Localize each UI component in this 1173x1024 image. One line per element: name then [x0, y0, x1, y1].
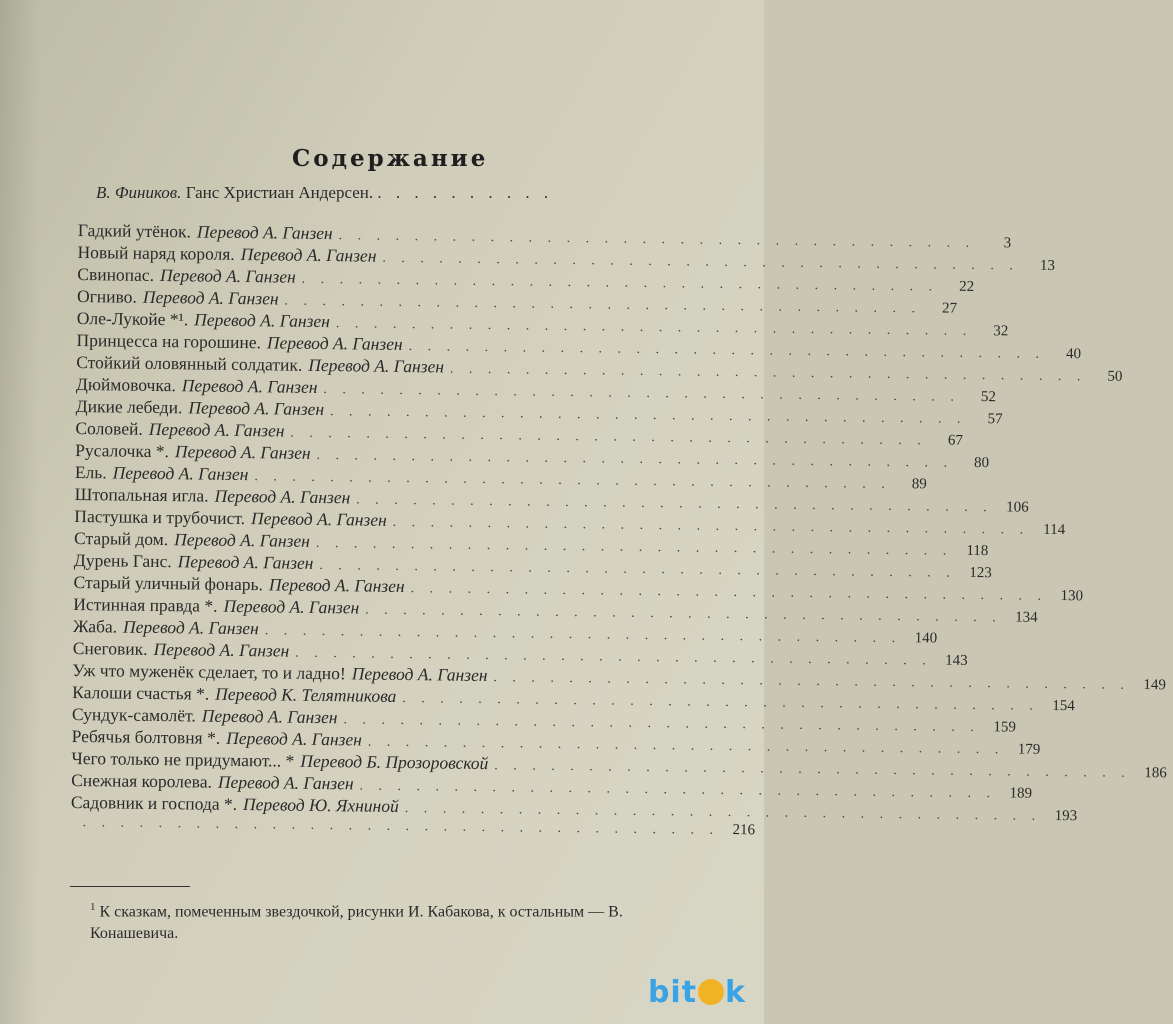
toc-entry-leader: . . . . . . . . . . . . . . . . . . . . . . . . . . . . . . . . . .	[254, 469, 891, 492]
intro-author: В. Фиников.	[96, 183, 182, 202]
toc-entry-page: 149	[1143, 677, 1167, 694]
toc-entry-translator: Перевод А. Ганзен	[308, 354, 445, 377]
footnote	[90, 896, 710, 945]
toc-entry-title: Принцесса на горошине.	[76, 329, 262, 353]
toc-entry-leader: . . . . . . . . . . . . . . . . . . . . . . . . . . . . . . . . . .	[319, 557, 956, 581]
toc-entry-title: Дюймовочка.	[75, 373, 176, 396]
toc-entry-page: 159	[993, 719, 1017, 736]
table-of-contents	[70, 220, 1167, 843]
toc-entry-title: Ребячья болтовня *.	[71, 725, 221, 748]
toc-entry-translator: Перевод А. Ганзен	[122, 616, 259, 639]
toc-entry-title: Старый дом.	[73, 527, 169, 550]
toc-entry-title: Садовник и господа *.	[70, 791, 238, 814]
toc-entry-translator: Перевод А. Ганзен	[351, 663, 488, 686]
toc-entry-leader: . . . . . . . . . . . . . . . . . . . . . . . . . . . . . . . . . .	[290, 425, 928, 449]
toc-entry-leader: . . . . . . . . . . . . . . . . . . . . . . . . . . . . . . . . . .	[392, 514, 1030, 538]
footnote-mark: 1	[90, 901, 96, 913]
toc-entry-translator: Перевод А. Ганзен	[268, 574, 405, 597]
toc-entry-title: Новый наряд короля.	[77, 241, 235, 264]
toc-entry-leader: . . . . . . . . . . . . . . . . . . . . . . . . . . . . . . . . . .	[329, 404, 967, 427]
toc-entry-leader: . . . . . . . . . . . . . . . . . . . . . . . . . . . . . . . . . .	[335, 316, 973, 339]
toc-entry-title: Оле-Лукойе *¹.	[76, 307, 189, 330]
toc-entry-leader: . . . . . . . . . . . . . . . . . . . . . . . . . . . . . . . . . .	[301, 271, 939, 295]
toc-entry-page: 40	[1065, 346, 1082, 363]
toc-entry-translator: Перевод А. Ганзен	[217, 771, 354, 794]
toc-entry-translator: Перевод А. Ганзен	[142, 286, 279, 309]
toc-entry-page: 50	[1107, 368, 1123, 385]
toc-entry-translator: Перевод А. Ганзен	[174, 529, 311, 551]
toc-entry-leader: . . . . . . . . . . . . . . . . . . . . . . . . . . . . . . . . . .	[343, 712, 981, 736]
toc-entry-translator: Перевод А. Ганзен	[188, 397, 325, 420]
toc-entry-page: 118	[966, 542, 989, 560]
toc-entry-title: Снежная королева.	[71, 769, 213, 792]
toc-entry-title: Русалочка *.	[75, 439, 170, 462]
page-title: Содержание	[292, 145, 489, 172]
toc-entry-leader: . . . . . . . . . . . . . . . . . . . . . . . . . . . . . . . . . .	[356, 492, 993, 516]
toc-entry-page: 27	[941, 300, 958, 317]
toc-entry-leader: . . . . . . . . . . . . . . . . . . . . . . . . . . . . . . . . . .	[323, 382, 961, 405]
toc-entry-translator: Перевод А. Ганзен	[223, 595, 360, 618]
toc-entry-leader: . . . . . . . . . . . . . . . . . . . . . . . . . . . . . . . . . .	[284, 293, 922, 317]
toc-entry-translator: Перевод А. Ганзен	[194, 309, 331, 332]
toc-entry-leader: . . . . . . . . . . . . . . . . . . . . . . . . . . . . . . . . . .	[82, 815, 720, 838]
toc-entry-page: 179	[1017, 741, 1041, 758]
toc-entry-title: Гадкий утёнок.	[77, 220, 192, 242]
toc-entry-page: 57	[987, 411, 1003, 428]
toc-entry-page: 143	[945, 652, 968, 669]
toc-entry-leader: . . . . . . . . . . . . . . . . . . . . . . . . . . . . . . . . . .	[494, 758, 1131, 781]
toc-entry-title: Снеговик.	[72, 637, 148, 659]
toc-entry-translator: Перевод А. Ганзен	[159, 265, 296, 287]
coin-icon	[698, 979, 724, 1005]
toc-entry-page: 154	[1052, 697, 1075, 715]
toc-entry-leader: . . . . . . . . . . . . . . . . . . . . . . . . . . . . . . . . . .	[449, 361, 1087, 385]
toc-entry-leader: . . . . . . . . . . . . . . . . . . . . . . . . . . . . . . . . . .	[365, 602, 1002, 626]
toc-entry-leader: . . . . . . . . . . . . . . . . . . . . . . . . . . . . . . . . . .	[315, 535, 953, 559]
toc-entry-title: Ель.	[74, 461, 107, 483]
toc-entry-translator: Перевод А. Ганзен	[174, 441, 311, 463]
toc-entry-page: 3	[1003, 235, 1012, 252]
toc-entry-title: Штопальная игла.	[74, 483, 209, 506]
toc-entry-title: Уж что муженёк сделает, то и ладно!	[72, 659, 346, 684]
toc-entry-translator: Перевод А. Ганзен	[148, 418, 285, 441]
toc-entry-translator: Перевод А. Ганзен	[181, 375, 318, 397]
footnote-rule	[70, 886, 190, 887]
toc-entry-leader: . . . . . . . . . . . . . . . . . . . . . . . . . . . . . . . . . .	[410, 581, 1048, 604]
toc-entry-page: 189	[1009, 785, 1033, 802]
toc-entry-title: Чего только не придумают... *	[71, 747, 295, 771]
toc-entry-translator: Перевод А. Ганзен	[196, 221, 333, 244]
toc-entry-title: Пастушка и трубочист.	[74, 505, 246, 529]
toc-entry-translator: Перевод А. Ганзен	[240, 243, 377, 266]
toc-entry-title: Старый уличный фонарь.	[73, 571, 264, 595]
toc-entry-title: Стойкий оловянный солдатик.	[76, 351, 303, 375]
toc-entry-title: Жаба.	[72, 615, 118, 637]
toc-entry-translator: Перевод А. Ганзен	[112, 462, 249, 485]
toc-entry-page: 32	[993, 323, 1009, 340]
toc-entry-leader: . . . . . . . . . . . . . . . . . . . . . . . . . . . . . . . . . .	[295, 645, 932, 669]
toc-entry-page: 140	[914, 630, 938, 647]
toc-entry-title: Огниво.	[76, 285, 138, 307]
toc-entry-translator: Перевод Б. Прозоровской	[300, 750, 489, 774]
toc-entry-title: Соловей.	[75, 417, 143, 439]
toc-entry-translator: Перевод А. Ганзен	[177, 551, 314, 573]
toc-entry-title: Калоши счастья *.	[72, 681, 210, 704]
toc-entry-leader: . . . . . . . . . . . . . . . . . . . . . . . . . . . . . . . . . .	[408, 339, 1046, 362]
toc-entry-title: Истинная правда *.	[73, 593, 218, 616]
toc-entry-title: Свинопас.	[77, 263, 155, 285]
toc-entry-leader: . . . . . . . . . . . . . . . . . . . . . . . . . . . . . . . . . .	[404, 801, 1042, 824]
toc-entry-page: 114	[1043, 521, 1066, 539]
toc-entry-translator: Перевод А. Ганзен	[214, 485, 351, 508]
toc-entry-translator: Перевод А. Ганзен	[266, 332, 403, 354]
toc-entry-translator: Перевод К. Телятникова	[215, 683, 397, 706]
toc-entry-title: Дикие лебеди.	[75, 395, 183, 418]
watermark-logo	[648, 975, 746, 1010]
toc-entry-title: Сундук-самолёт.	[71, 703, 196, 726]
intro-leader: . . . . . . . . . .	[377, 183, 554, 202]
watermark-text-end: k	[725, 975, 746, 1010]
toc-entry-page: 193	[1054, 807, 1078, 825]
toc-entry-leader: . . . . . . . . . . . . . . . . . . . . . . . . . . . . . . . . . .	[338, 228, 976, 251]
toc-entry-page: 134	[1015, 609, 1038, 626]
footnote-text: К сказкам, помеченным звездочкой, рисунки И. Кабакова, к остальным — В. Конашевича.	[90, 903, 623, 943]
toc-entry-leader: . . . . . . . . . . . . . . . . . . . . . . . . . . . . . . . . . .	[402, 690, 1039, 714]
toc-entry-page: 186	[1144, 765, 1167, 782]
toc-entry-page: 80	[973, 454, 990, 472]
watermark-text-start: bit	[647, 975, 698, 1010]
toc-entry-page: 130	[1060, 588, 1084, 605]
toc-entry-page: 89	[911, 476, 927, 493]
toc-entry-page: 106	[1006, 499, 1029, 516]
intro-line	[96, 183, 746, 203]
toc-entry-translator: Перевод А. Ганзен	[226, 727, 362, 750]
toc-entry-leader: . . . . . . . . . . . . . . . . . . . . . . . . . . . . . . . . . .	[382, 250, 1019, 274]
toc-entry-page: 216	[732, 822, 756, 839]
intro-text: Ганс Христиан Андерсен.	[185, 183, 374, 202]
toc-entry-leader: . . . . . . . . . . . . . . . . . . . . . . . . . . . . . . . . . .	[367, 734, 1005, 758]
toc-entry-page: 52	[980, 389, 997, 406]
toc-entry-leader: . . . . . . . . . . . . . . . . . . . . . . . . . . . . . . . . . .	[264, 623, 902, 647]
toc-entry-translator: Перевод Ю. Яхниной	[242, 794, 399, 816]
toc-entry-page: 22	[959, 278, 975, 295]
toc-entry-leader: . . . . . . . . . . . . . . . . . . . . . . . . . . . . . . . . . .	[359, 778, 997, 802]
toc-entry-translator: Перевод А. Ганзен	[153, 638, 290, 661]
toc-entry-page: 13	[1039, 257, 1055, 274]
toc-entry-page: 123	[969, 564, 992, 582]
toc-entry-page: 67	[947, 432, 964, 449]
toc-entry-leader: . . . . . . . . . . . . . . . . . . . . . . . . . . . . . . . . . .	[493, 670, 1131, 693]
toc-entry-title: Дурень Ганс.	[73, 549, 172, 572]
toc-entry-translator: Перевод А. Ганзен	[201, 705, 338, 728]
toc-entry-translator: Перевод А. Ганзен	[250, 508, 387, 530]
spine-shadow	[0, 0, 40, 1024]
toc-entry-leader: . . . . . . . . . . . . . . . . . . . . . . . . . . . . . . . . . .	[316, 447, 954, 471]
